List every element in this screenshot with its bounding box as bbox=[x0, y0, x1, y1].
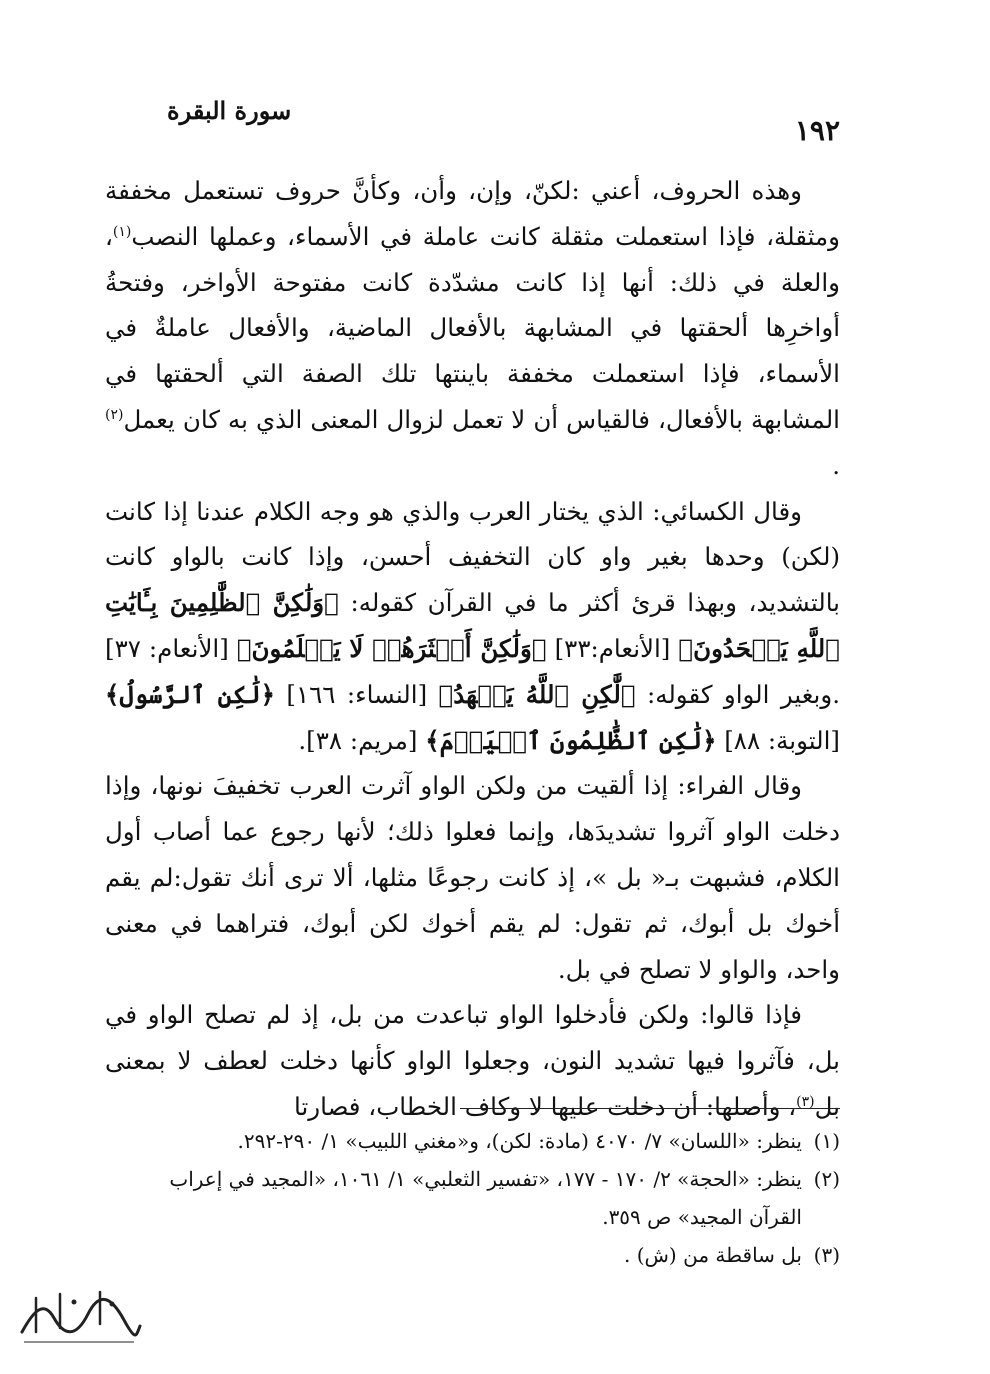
footnote-1 bbox=[105, 1122, 840, 1160]
footnote-ref-3[interactable]: (٣) bbox=[796, 1093, 815, 1110]
footnote-2 bbox=[105, 1160, 840, 1236]
paragraph-text: فإذا قالوا: ولكن فأدخلوا الواو تباعدت من بل، إذ لم تصلح الواو في بل، فآثروا فيها تشديد النون، وجعلوا الواو كأنها دخلت لعطف لا بمعنى بل bbox=[105, 1000, 840, 1121]
footnote-number: (٣) bbox=[813, 1243, 840, 1267]
surah-title: سورة البقرة bbox=[167, 96, 292, 125]
paragraph-3: وقال الفراء: إذا ألقيت من ولكن الواو آثرت العرب تخفيفَ نونها، وإذا دخلت الواو آثروا تشديدَها، وإنما فعلوا ذلك؛ لأنها رجوع عما أصاب أول الكلام، فشبهت بـ« بل »، إذ كانت رجوعًا مثلها، ألا ترى أنك تقول:لم يقم أخوك بل أبوك، ثم تقول: لم يقم أخوك لكن أبوك، فتراهما في معنى واحد، والواو لا تصلح في بل. bbox=[105, 771, 840, 984]
quran-verse: ﴿وَلَٰكِنَّ ٱلظَّٰلِمِينَ بِـَٔايَٰتِ ٱللَّهِ يَجۡحَدُونَ﴾ bbox=[105, 588, 840, 663]
paragraph-text: ، وأصلها: أن دخلت عليها لا وكاف الخطاب، فصارتا bbox=[293, 1091, 797, 1121]
footnote-ref-1[interactable]: (١) bbox=[112, 223, 132, 240]
quran-verse: ﴿لَٰكِنِ ٱلظَّٰلِمُونَ ٱلۡيَوۡمَ﴾ bbox=[425, 725, 717, 755]
footnote-text: ينظر: «الحجة» ٢/ ١٧٠ - ١٧٧، «تفسير الثعلبي» ١/ ١٠٦١، «المجيد في إعراب bbox=[169, 1167, 802, 1191]
footnote-divider bbox=[460, 1108, 840, 1109]
footnote-text: بل ساقطة من (ش) . bbox=[624, 1243, 802, 1267]
paragraph-text: . bbox=[832, 450, 840, 480]
footnote-3 bbox=[105, 1236, 840, 1274]
page-number: ١٩٢ bbox=[794, 114, 840, 147]
quran-verse: ﴿لَٰكِنِ ٱلرَّسُولُ﴾ bbox=[105, 679, 276, 709]
footnote-ref-2[interactable]: (٢) bbox=[105, 406, 124, 423]
body-text bbox=[105, 168, 840, 1130]
paragraph-text: ، والعلة في ذلك: أنها إذا كانت مشدّدة كانت مفتوحة الأواخر، وفتحةُ أواخرِها ألحقتها في المشابهة بالأفعال الماضية، والأفعال عاملةٌ في الأسماء، فإذا استعملت مخففة باينتها تلك الصفة التي ألحقتها في المشابهة بالأفعال، فالقياس أن لا تعمل لزوال المعنى الذي به كان يعمل bbox=[105, 221, 840, 434]
footnote-text-continued: القرآن المجيد» ص ٣٥٩. bbox=[602, 1205, 802, 1229]
footnote-number: (٢) bbox=[813, 1167, 840, 1191]
paragraph-text: وقال الكسائي: الذي يختار العرب والذي هو وجه الكلام عندنا إذا كانت (لكن) وحدها بغير واو كان التخفيف أحسن، وإذا كانت بالواو كانت بالتشديد، وبهذا قرئ أكثر ما في القرآن كقوله: bbox=[105, 496, 840, 618]
quran-verse: ﴿وَلَٰكِنَّ أَكۡثَرَهُمۡ لَا يَعۡلَمُونَ﴾ bbox=[236, 633, 547, 663]
verse-reference: [التوبة: ٨٨] bbox=[716, 725, 840, 755]
page-header bbox=[115, 96, 840, 146]
footnotes bbox=[105, 1122, 840, 1274]
verse-reference: [الأنعام:٣٣] bbox=[546, 633, 679, 663]
footnote-number: (١) bbox=[813, 1129, 840, 1153]
paragraph-text: وهذه الحروف، أعني :لكنّ، وإن، وأن، وكأنَّ حروف تستعمل مخففة ومثقلة، فإذا استعملت مثقلة كانت عاملة في الأسماء، وعملها النصب bbox=[105, 176, 840, 251]
verse-reference: [الأنعام: ٣٧] .وبغير الواو كقوله: bbox=[105, 633, 840, 709]
publisher-logo bbox=[14, 1280, 144, 1350]
footnote-text: ينظر: «اللسان» ٧/ ٤٠٧٠ (مادة: لكن)، و«مغني اللبيب» ١/ ٢٩٠-٢٩٢. bbox=[237, 1129, 802, 1153]
paragraph-1 bbox=[105, 168, 840, 489]
verse-reference: [مريم: ٣٨]. bbox=[298, 725, 426, 755]
verse-reference: [النساء: ١٦٦] bbox=[275, 679, 439, 709]
paragraph-2 bbox=[105, 489, 840, 764]
quran-verse: ﴿لَّٰكِنِ ٱللَّهُ يَشۡهَدُ﴾ bbox=[438, 679, 636, 709]
paragraph-4 bbox=[105, 992, 840, 1129]
